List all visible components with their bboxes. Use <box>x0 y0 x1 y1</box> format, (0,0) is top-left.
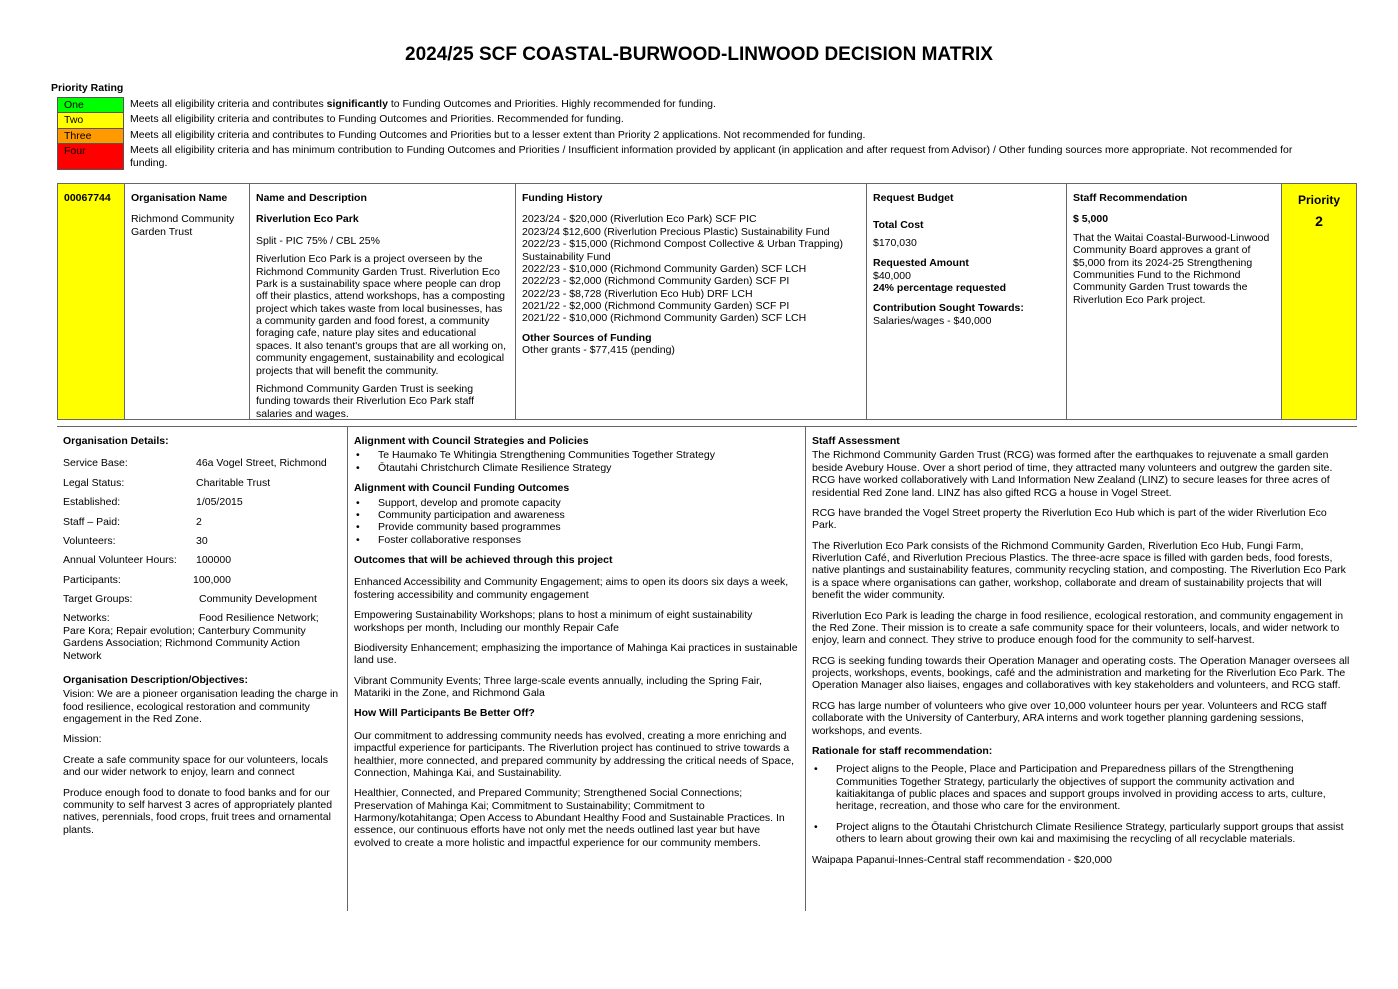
priority-cell <box>1282 184 1356 419</box>
detail-value: 100000 <box>196 554 232 567</box>
networks-value: Food Resilience Network; Pare Kora; Repair evolution; Canterbury Community Gardens Association; Richmond Community Action Network <box>63 612 319 662</box>
legend-text-two: Meets all eligibility criteria and contributes to Funding Outcomes and Priorities. Recommended for funding. <box>130 113 624 126</box>
other-sources: Other grants - $77,415 (pending) <box>522 344 675 357</box>
funding-history-item: 2023/24 - $20,000 (Riverlution Eco Park) SCF PIC <box>522 213 757 226</box>
assessment-paragraph: RCG have branded the Vogel Street property the Riverlution Eco Hub which is part of the wider Riverlution Eco Park. <box>812 506 1327 532</box>
funding-outcome-item: • Community participation and awareness <box>354 509 799 521</box>
participants-better-off-text: Our commitment to addressing community needs has evolved, creating a more enriching and impactful experience for participants. The Riverlution project has continued to strive towards a healthier, more connected, and prepared community by addressing the critical needs of Space, Connection, Mahinga Kai, and Sustainability. <box>354 729 795 779</box>
legend-swatch-four: Four <box>57 143 124 170</box>
detail-key: Volunteers: <box>63 534 116 547</box>
funding-outcomes-list <box>354 497 799 547</box>
detail-value: 46a Vogel Street, Richmond <box>196 457 327 470</box>
detail-row <box>63 574 341 586</box>
funding-history-item: 2022/23 - $15,000 (Richmond Compost Collective & Urban Trapping) Sustainability Fund <box>522 238 844 263</box>
legend-swatch-three: Three <box>57 128 124 143</box>
project-name: Riverlution Eco Park <box>256 213 359 226</box>
total-cost: $170,030 <box>873 236 917 249</box>
funding-history-item: 2023/24 $12,600 (Riverlution Precious Plastic) Sustainability Fund <box>522 225 830 238</box>
legend-text-three: Meets all eligibility criteria and contributes to Funding Outcomes and Priorities but to a lesser extent than Priority 2 applications. Not recommended for funding. <box>130 128 866 141</box>
assessment-paragraph: Riverlution Eco Park is leading the charge in food resilience, ecological restoration, and community engagement in the Red Zone. Their mission is to create a safe community space for their volunteers, locals, and wider network to enjoy, learn and connect. They strive to produce enough food for the community to self-harvest. <box>812 609 1344 647</box>
page-title: 2024/25 SCF COASTAL-BURWOOD-LINWOOD DECISION MATRIX <box>405 44 993 65</box>
assessment-paragraph: The Richmond Community Garden Trust (RCG) was formed after the earthquakes to rejuvenate a small garden beside Avebury House. Over a short period of time, they attracted many volunteers and outgrew the garden site. RCG have worked collaboratively with Land Information New Zealand (LINZ) to secure leases for three acres of residential Red Zone land. LINZ has also gifted RCG a house in Vogel Street. <box>812 449 1333 499</box>
detail-row <box>63 457 341 469</box>
organisation-vision: Vision: We are a pioneer organisation leading the charge in food resilience, ecological restoration and community engagement in the Red Zone. <box>63 688 339 725</box>
participants-better-off-text: Healthier, Connected, and Prepared Community; Strengthened Social Connections; Preservation of Mahinga Kai; Commitment to Sustainability; Commitment to Harmony/kotahitanga; Open Access to Abundant Healthy Food and Sustainable Practices. In essence, our continuous efforts have not only met the needs outlined last year but have evolved to create a more holistic and impactful experience for our community members. <box>354 787 785 849</box>
request-budget-heading: Request Budget <box>873 192 954 204</box>
requested-amount: $40,000 <box>873 269 911 282</box>
mission-item: Produce enough food to donate to food banks and for our community to self harvest 3 acres of appropriately planted natives, perennials, food crops, fruit trees and ornamental plants. <box>63 786 333 836</box>
legend-row-four <box>57 143 1317 170</box>
strategies-heading: Alignment with Council Strategies and Policies <box>354 435 589 447</box>
legend-text-four: Meets all eligibility criteria and has minimum contribution to Funding Outcomes and Priorities / Insufficient information provided by applicant (in application and after request from Advisor) / Other funding sources more appropriate. Not recommended for funding. <box>130 144 1293 169</box>
staff-recommendation-heading: Staff Recommendation <box>1073 192 1188 204</box>
other-sources-heading: Other Sources of Funding <box>522 331 652 344</box>
detail-value: 100,000 <box>193 573 231 586</box>
funding-split: Split - PIC 75% / CBL 25% <box>256 234 380 247</box>
project-description: Riverlution Eco Park is a project overseen by the Richmond Community Garden Trust. Riverlution Eco Park is a sustainability space where people can drop off their plastics, attend workshops, has a composting project which takes waste from local businesses, has a community garden and food forest, a community foraging cafe, nature play sites and educational spaces. It also tenant's groups that are all working on, community engagement, sustainability and ecological projects that will benefit the community. <box>256 253 507 377</box>
assessment-footer: Waipapa Papanui-Innes-Central staff recommendation - $20,000 <box>812 853 1113 866</box>
staff-recommendation-cell <box>1067 184 1282 419</box>
detail-row <box>63 496 341 508</box>
detail-key: Established: <box>63 496 121 509</box>
detail-key: Staff – Paid: <box>63 515 121 528</box>
funding-history-item: 2022/23 - $8,728 (Riverlution Eco Hub) DRF LCH <box>522 287 753 300</box>
detail-row <box>63 535 341 547</box>
organisation-description-heading: Organisation Description/Objectives: <box>63 673 248 686</box>
organisation-details-heading: Organisation Details: <box>63 435 169 447</box>
mission-item: Create a safe community space for our volunteers, locals and our wider network to enjoy, learn and connect <box>63 753 328 779</box>
detail-value: 30 <box>196 534 208 547</box>
legend-row-one <box>57 97 1317 112</box>
contribution-value: Salaries/wages - $40,000 <box>873 314 992 327</box>
achieved-outcomes-heading: Outcomes that will be achieved through this project <box>354 554 613 566</box>
detail-key: Annual Volunteer Hours: <box>63 554 177 567</box>
funding-history-item: 2022/23 - $10,000 (Richmond Community Garden) SCF LCH <box>522 262 807 275</box>
assessment-paragraph: RCG has large number of volunteers who give over 10,000 volunteer hours per year. Volunteers and RCG staff collaborate with the University of Canterbury, ARA interns and work together planning gardening sessions, workshops, and events. <box>812 699 1327 737</box>
achieved-outcome: Vibrant Community Events; Three large-scale events annually, including the Spring Fair, Matariki in the Zone, and Richmond Gala <box>354 674 762 699</box>
priority-label: Priority <box>1297 193 1340 207</box>
detail-key: Legal Status: <box>63 476 125 489</box>
application-table <box>57 183 1357 420</box>
rationale-item: • Project aligns to the People, Place and Participation and Preparedness pillars of the Strengthening Communities Together Strategy, particularly the objectives of support the community activation and kaitiakitanga of public places and spaces and support groups involved in providing access to arts, culture, heritage, recreation, and those who care for the environment. <box>812 763 1351 813</box>
achieved-outcome: Empowering Sustainability Workshops; plans to host a minimum of eight sustainability workshops per month, Including our monthly Repair Cafe <box>354 609 753 634</box>
name-description-cell <box>250 184 516 419</box>
achieved-outcome: Biodiversity Enhancement; emphasizing the importance of Mahinga Kai practices in sustainable land use. <box>354 641 798 667</box>
rationale-heading: Rationale for staff recommendation: <box>812 744 993 757</box>
detail-row <box>63 593 341 605</box>
organisation-details-column <box>57 427 348 911</box>
strategies-list <box>354 449 799 474</box>
total-cost-label: Total Cost <box>873 219 924 232</box>
legend-text-one: Meets all eligibility criteria and contributes significantly to Funding Outcomes and Priorities. Highly recommended for funding. <box>130 98 716 110</box>
funding-purpose: Richmond Community Garden Trust is seeking funding towards their Riverlution Eco Park staff salaries and wages. <box>256 382 475 420</box>
achieved-outcome: Enhanced Accessibility and Community Engagement; aims to open its doors six days a week, fostering accessibility and community engagement <box>354 576 789 601</box>
name-description-heading: Name and Description <box>256 192 367 204</box>
org-name-heading: Organisation Name <box>131 192 228 204</box>
staff-recommendation-amount: $ 5,000 <box>1073 213 1109 226</box>
networks-key: Networks: <box>63 612 110 625</box>
assessment-paragraph: The Riverlution Eco Park consists of the Richmond Community Garden, Riverlution Eco Hub, Fungi Farm, Riverlution Café, and Riverlution Precious Plastics. The three-acre space is filled with garden beds, food forests, native plantings and sustainability features, community recycling station, and composting. The Riverlution Eco Park is a space where organisations can gather, workshop, collaborate and dream of sustainability projects that will benefit the wider community. <box>812 539 1346 602</box>
priority-legend <box>57 97 1317 170</box>
funding-history-item: 2022/23 - $2,000 (Richmond Community Garden) SCF PI <box>522 275 790 288</box>
funding-history-heading: Funding History <box>522 192 603 204</box>
detail-row <box>63 516 341 528</box>
legend-swatch-one: One <box>57 97 124 112</box>
detail-row <box>63 554 341 566</box>
networks-row <box>63 612 341 662</box>
legend-row-two <box>57 112 1317 127</box>
org-name-cell <box>125 184 250 419</box>
application-id: 00067744 <box>64 192 111 204</box>
alignment-column <box>348 427 806 911</box>
strategy-item: • Te Haumako Te Whitingia Strengthening Communities Together Strategy <box>354 449 799 461</box>
detail-value: 1/05/2015 <box>196 496 243 509</box>
staff-assessment-column <box>806 427 1357 911</box>
detail-row <box>63 477 341 489</box>
funding-history-list <box>522 213 860 324</box>
assessment-paragraph: RCG is seeking funding towards their Operation Manager and operating costs. The Operation Manager oversees all projects, workshops, events, bookings, café and the administration and marketing for the Riverlution Eco Park. The Operation Manager also liaises, engages and collaboratives with key stakeholders and volunteers, and RCG staff. <box>812 654 1350 692</box>
funding-outcome-item: • Support, develop and promote capacity <box>354 497 799 509</box>
mission-label: Mission: <box>63 733 102 746</box>
details-section <box>57 427 1357 911</box>
funding-history-item: 2021/22 - $2,000 (Richmond Community Garden) SCF PI <box>522 300 790 312</box>
participants-better-off-heading: How Will Participants Be Better Off? <box>354 707 535 720</box>
funding-outcomes-heading: Alignment with Council Funding Outcomes <box>354 482 570 495</box>
request-budget-cell <box>867 184 1067 419</box>
org-name: Richmond Community Garden Trust <box>131 213 235 238</box>
funding-history-item: 2021/22 - $10,000 (Richmond Community Garden) SCF LCH <box>522 312 807 325</box>
requested-amount-label: Requested Amount <box>873 257 969 270</box>
application-id-cell <box>58 184 125 419</box>
detail-key: Service Base: <box>63 457 128 470</box>
funding-outcome-item: • Foster collaborative responses <box>354 534 799 546</box>
detail-value: 2 <box>196 515 202 528</box>
contribution-label: Contribution Sought Towards: <box>873 302 1024 315</box>
priority-value: 2 <box>1315 213 1323 230</box>
legend-swatch-two: Two <box>57 112 124 127</box>
legend-row-three <box>57 128 1317 143</box>
detail-value: Charitable Trust <box>196 476 271 489</box>
rationale-list <box>812 763 1351 845</box>
detail-value: Community Development <box>199 593 317 605</box>
funding-outcome-item: • Provide community based programmes <box>354 521 799 533</box>
legend-heading: Priority Rating <box>51 82 124 94</box>
detail-key: Participants: <box>63 573 121 586</box>
percentage-requested: 24% percentage requested <box>873 281 1007 294</box>
staff-recommendation-text: That the Waitai Coastal-Burwood-Linwood Community Board approves a grant of $5,000 from its 2024-25 Strengthening Communities Fund to the Richmond Community Garden Trust towards the Riverlution Eco Park project. <box>1073 231 1270 306</box>
strategy-item: • Ōtautahi Christchurch Climate Resilience Strategy <box>354 462 799 474</box>
staff-assessment-heading: Staff Assessment <box>812 435 900 447</box>
funding-history-cell <box>516 184 867 419</box>
rationale-item: • Project aligns to the Ōtautahi Christchurch Climate Resilience Strategy, particularly support groups that assist others to learn about growing their own kai and maximising the recycling of all recyclable materials. <box>812 821 1351 846</box>
detail-key: Target Groups: <box>63 593 133 605</box>
